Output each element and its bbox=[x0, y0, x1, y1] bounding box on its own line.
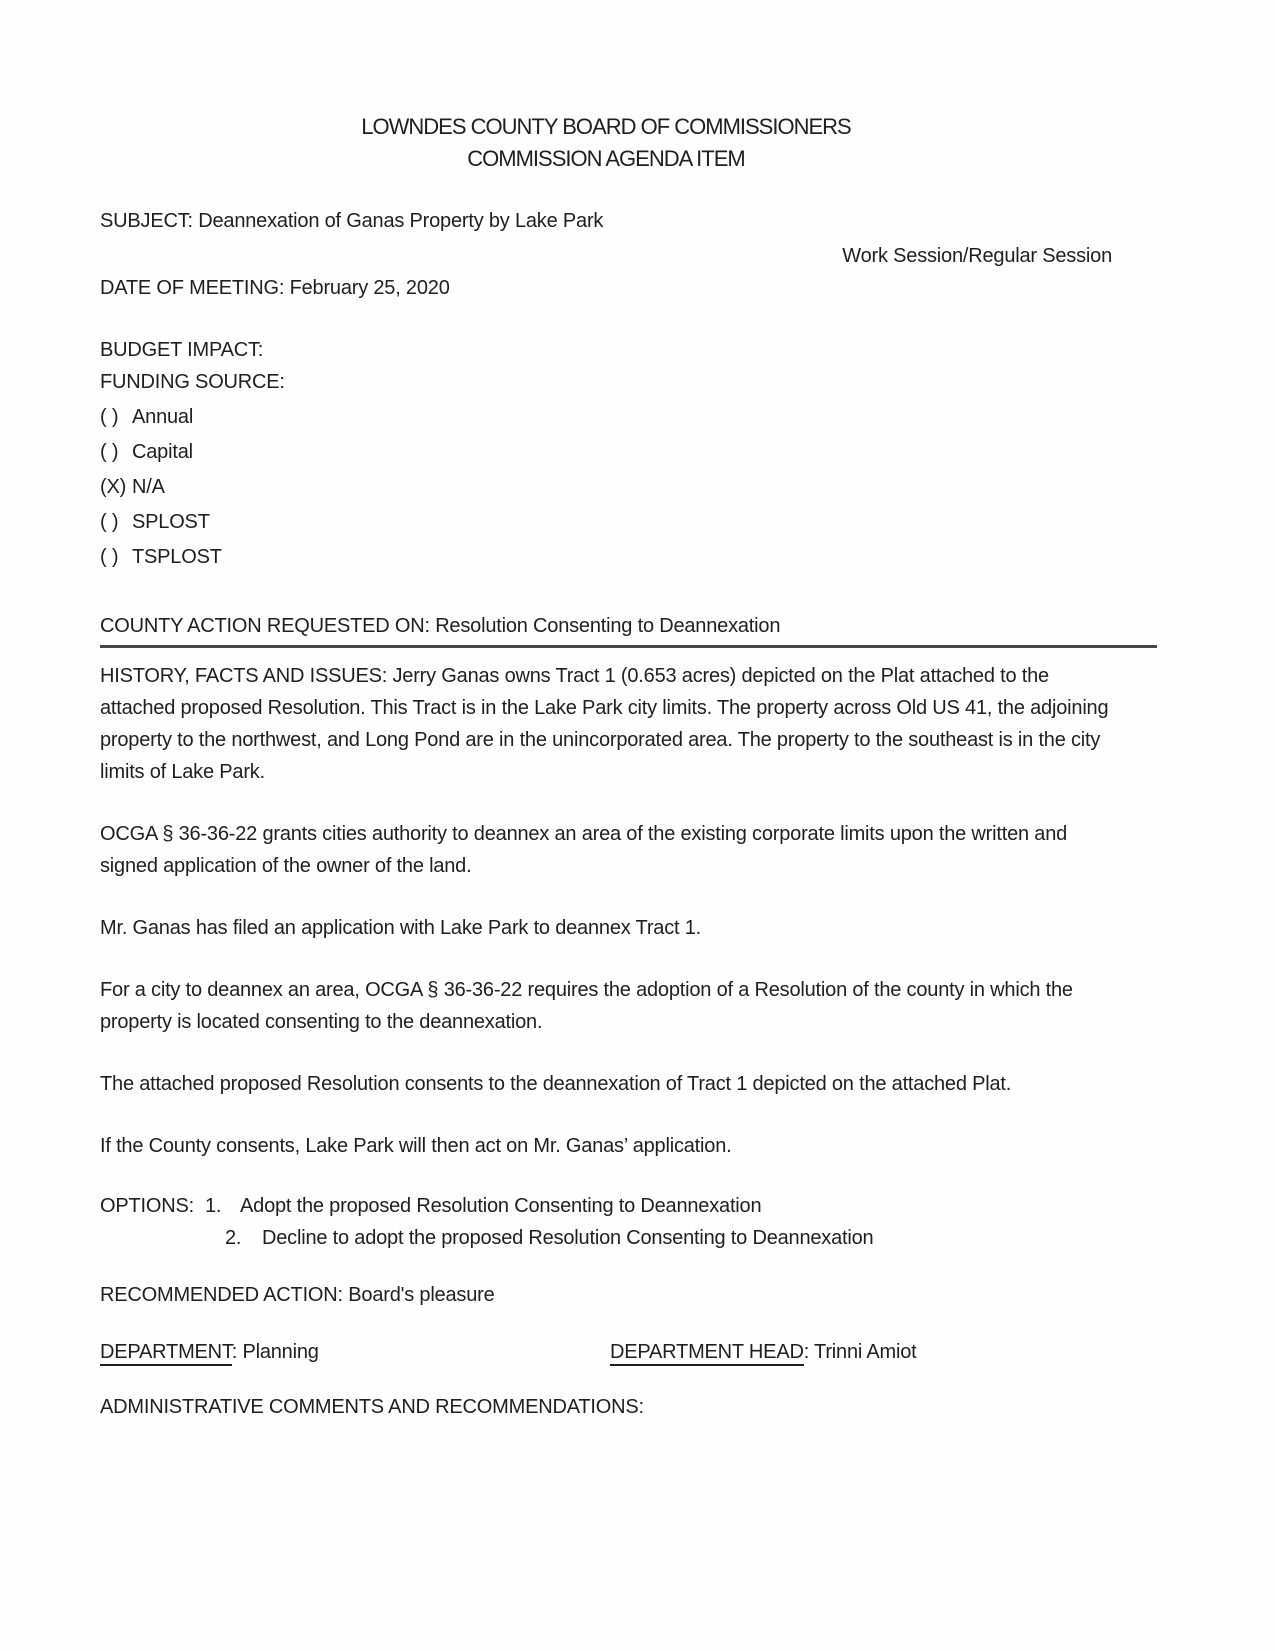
funding-option-label: TSPLOST bbox=[132, 546, 222, 568]
recommended-action-line bbox=[100, 1279, 1112, 1311]
funding-option-tsplost bbox=[100, 541, 1112, 573]
option-number: 2. bbox=[225, 1227, 242, 1249]
subject-label: SUBJECT: bbox=[100, 210, 193, 232]
funding-option-na bbox=[100, 471, 1112, 503]
history-facts-issues-paragraph bbox=[100, 660, 1112, 788]
meeting-date-label: DATE OF MEETING: bbox=[100, 277, 285, 299]
option-item-2 bbox=[100, 1222, 1112, 1254]
option-number: 1. bbox=[205, 1195, 222, 1217]
department-head-field bbox=[610, 1336, 917, 1368]
subject-line bbox=[100, 205, 1112, 237]
history-text: Jerry Ganas owns Tract 1 (0.653 acres) depicted on the Plat attached to the attached proposed Resolution. This Tract is in the Lake Park city limits. The property across Old US 41, the adjoining property to the northwest, and Long Pond are in the unincorporated area. The property to the southeast is in the city limits of Lake Park. bbox=[100, 665, 1109, 783]
body-paragraph-resolution-required: For a city to deannex an area, OCGA § 36-36-22 requires the adoption of a Resolution of the county in which the property is located consenting to the deannexation. bbox=[100, 979, 1073, 1033]
option-item-1 bbox=[100, 1190, 1112, 1222]
checkbox-capital: ( ) bbox=[100, 441, 119, 463]
body-paragraph-resolution-consents: The attached proposed Resolution consents to the deannexation of Tract 1 depicted on the attached Plat. bbox=[100, 1073, 1012, 1095]
session-note: Work Session/Regular Session bbox=[842, 245, 1112, 267]
funding-options-list bbox=[100, 401, 1112, 573]
funding-option-label: Annual bbox=[132, 406, 194, 428]
county-action-label: COUNTY ACTION REQUESTED ON: bbox=[100, 615, 430, 637]
department-head-value: : Trinni Amiot bbox=[803, 1341, 917, 1363]
administrative-comments-label: ADMINISTRATIVE COMMENTS AND RECOMMENDATIONS: bbox=[100, 1396, 644, 1418]
checkbox-splost: ( ) bbox=[100, 511, 119, 533]
department-head-label: DEPARTMENT HEAD bbox=[610, 1341, 804, 1366]
funding-option-label: Capital bbox=[132, 441, 193, 463]
body-paragraph-county-consents: If the County consents, Lake Park will then act on Mr. Ganas’ application. bbox=[100, 1135, 732, 1157]
options-block bbox=[100, 1190, 1112, 1254]
body-paragraph-application-filed: Mr. Ganas has filed an application with Lake Park to deannex Tract 1. bbox=[100, 917, 701, 939]
funding-option-label: N/A bbox=[132, 476, 165, 498]
budget-impact-label: BUDGET IMPACT: bbox=[100, 339, 264, 361]
department-value: : Planning bbox=[231, 1341, 319, 1363]
meeting-date-value: February 25, 2020 bbox=[289, 277, 450, 299]
funding-option-splost bbox=[100, 506, 1112, 538]
document-header bbox=[100, 111, 1112, 175]
checkbox-tsplost: ( ) bbox=[100, 546, 119, 568]
document-title-line1: LOWNDES COUNTY BOARD OF COMMISSIONERS bbox=[361, 114, 851, 139]
funding-option-capital bbox=[100, 436, 1112, 468]
body-paragraph-ocga: OCGA § 36-36-22 grants cities authority to deannex an area of the existing corporate limits upon the written and signed application of the owner of the land. bbox=[100, 823, 1068, 877]
funding-source-label: FUNDING SOURCE: bbox=[100, 371, 285, 393]
checkbox-annual: ( ) bbox=[100, 406, 119, 428]
option-text: Decline to adopt the proposed Resolution Consenting to Deannexation bbox=[262, 1227, 874, 1249]
county-action-requested-line bbox=[100, 610, 1157, 648]
option-text: Adopt the proposed Resolution Consenting to Deannexation bbox=[240, 1195, 762, 1217]
checkbox-na-checked: (X) bbox=[100, 476, 127, 498]
options-label: OPTIONS: bbox=[100, 1195, 194, 1217]
document-title-line2: COMMISSION AGENDA ITEM bbox=[467, 146, 745, 171]
department-line bbox=[100, 1336, 1112, 1368]
recommended-action-label: RECOMMENDED ACTION: bbox=[100, 1284, 343, 1306]
meeting-date-line bbox=[100, 272, 1112, 304]
department-field bbox=[100, 1336, 610, 1368]
subject-value: Deannexation of Ganas Property by Lake Park bbox=[198, 210, 604, 232]
funding-option-annual bbox=[100, 401, 1112, 433]
recommended-action-value: Board's pleasure bbox=[348, 1284, 495, 1306]
funding-option-label: SPLOST bbox=[132, 511, 210, 533]
history-label: HISTORY, FACTS AND ISSUES: bbox=[100, 665, 388, 687]
county-action-value: Resolution Consenting to Deannexation bbox=[435, 615, 781, 637]
department-label: DEPARTMENT bbox=[100, 1341, 232, 1366]
